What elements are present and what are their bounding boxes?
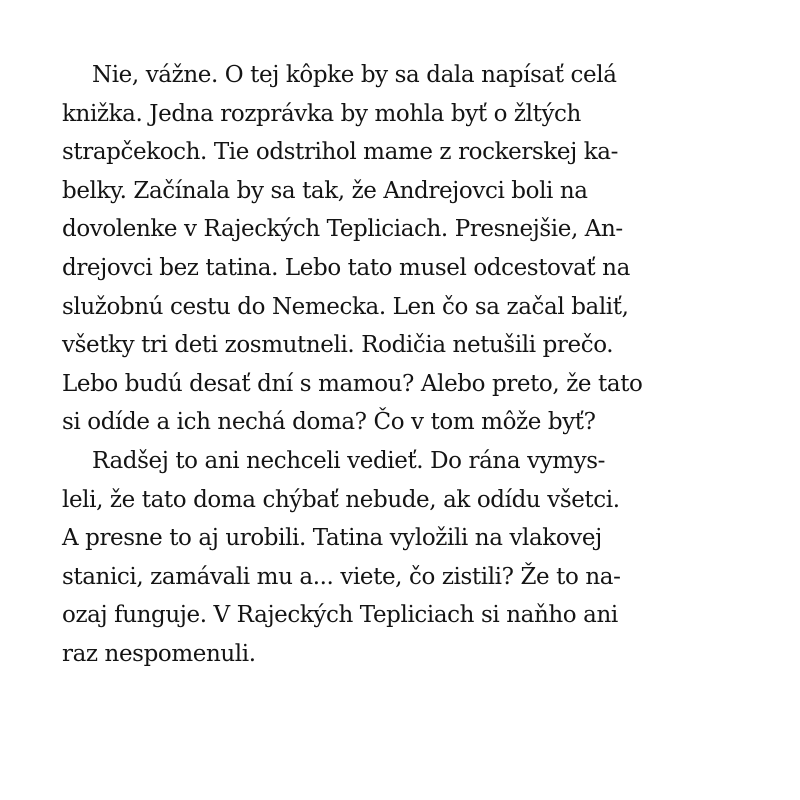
paragraph-2 [62,442,742,674]
text-line: Nie, vážne. O tej kôpke by sa dala napísať celá [92,62,617,88]
text-line: strapčekoch. Tie odstrihol mame z rockerskej ka- [62,139,618,166]
text-line: si odíde a ich nechá doma? Čo v tom môže byť? [62,409,596,436]
text-line: Lebo budú desať dní s mamou? Alebo preto, že tato [62,370,643,397]
body-text [62,56,742,674]
text-line: služobnú cestu do Nemecka. Len čo sa začal baliť, [62,293,629,320]
text-line: belky. Začínala by sa tak, že Andrejovci boli na [62,177,588,204]
text-line: knižka. Jedna rozprávka by mohla byť o žltých [62,100,581,127]
text-line: A presne to aj urobili. Tatina vyložili na vlakovej [62,525,602,552]
text-line: raz nespomenuli. [62,640,256,667]
text-line: drejovci bez tatina. Lebo tato musel odcestovať na [62,254,630,281]
text-line: Radšej to ani nechceli vedieť. Do rána vymys- [92,447,606,474]
text-line: všetky tri deti zosmutneli. Rodičia netušili prečo. [62,332,614,359]
text-line: dovolenke v Rajeckých Tepliciach. Presnejšie, An- [62,216,623,243]
paragraph-1 [62,56,742,442]
text-line: leli, že tato doma chýbať nebude, ak odídu všetci. [62,486,620,513]
text-line: ozaj funguje. V Rajeckých Tepliciach si naňho ani [62,602,618,629]
text-line: stanici, zamávali mu a... viete, čo zistili? Že to na- [62,563,621,590]
